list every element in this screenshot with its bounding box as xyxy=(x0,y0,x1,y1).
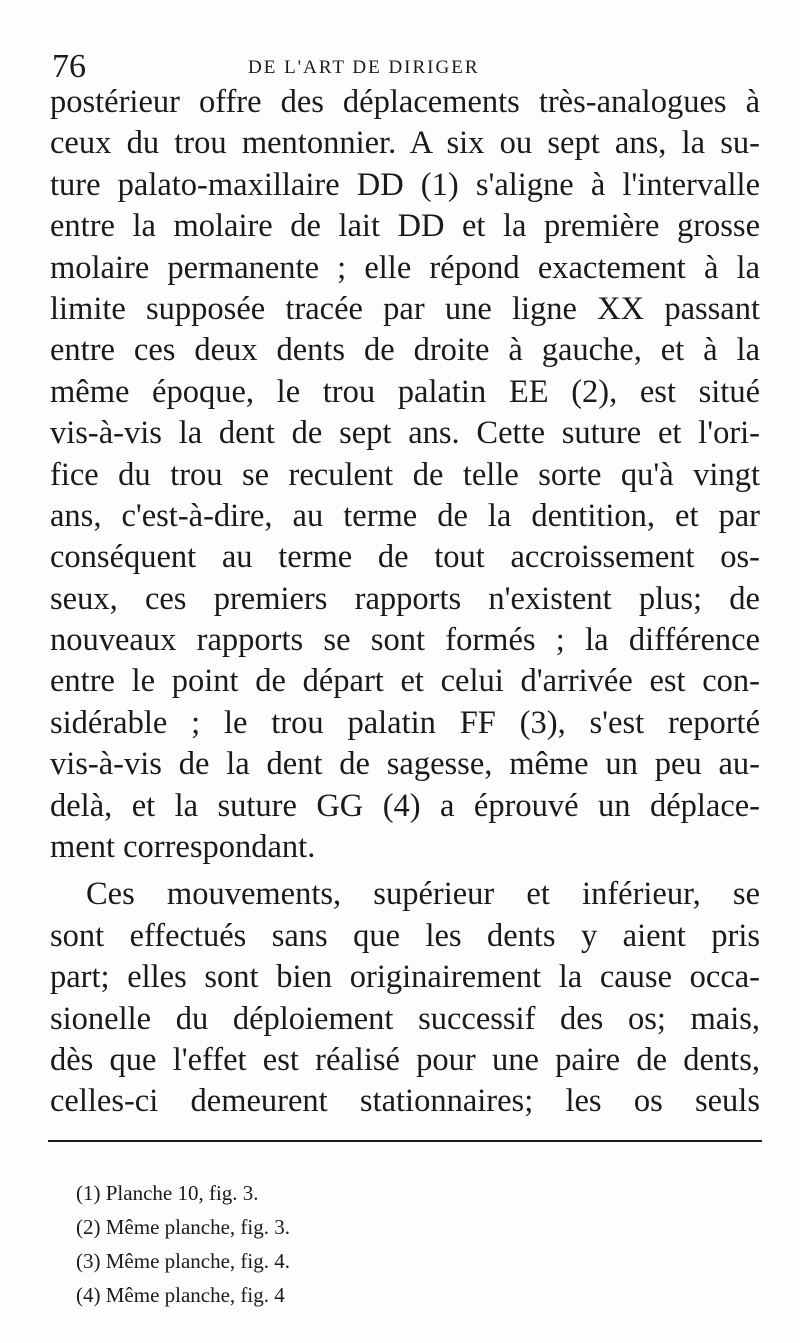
text-line: entre ces deux dents de droite à gauche, et à la xyxy=(50,332,760,369)
text-line: seux, ces premiers rapports n'existent plus; de xyxy=(50,580,760,617)
text-line: celles-ci demeurent stationnaires; les os seuls xyxy=(50,1083,760,1120)
text-line: même époque, le trou palatin EE (2), est situé xyxy=(50,373,760,410)
text-line: sidérable ; le trou palatin FF (3), s'est reporté xyxy=(50,704,760,741)
text-line: ceux du trou mentonnier. A six ou sept ans, la su- xyxy=(50,125,760,162)
text-line: entre la molaire de lait DD et la première grosse xyxy=(50,208,760,245)
text-line: Ces mouvements, supérieur et inférieur, se xyxy=(86,876,760,913)
footnotes xyxy=(76,1176,476,1312)
text-line: fice du trou se reculent de telle sorte qu'à vingt xyxy=(50,456,760,493)
text-line: vis-à-vis la dent de sept ans. Cette suture et l'ori- xyxy=(50,415,760,452)
footnote-4: (4) Même planche, fig. 4 xyxy=(76,1283,285,1307)
body-text xyxy=(50,82,760,1123)
text-line: ment correspondant. xyxy=(50,829,316,866)
text-line: limite supposée tracée par une ligne XX passant xyxy=(50,290,760,327)
footnote-3: (3) Même planche, fig. 4. xyxy=(76,1249,291,1273)
text-line: vis-à-vis de la dent de sagesse, même un peu au- xyxy=(50,746,760,783)
text-line: entre le point de départ et celui d'arrivée est con- xyxy=(50,663,760,700)
text-line: part; elles sont bien originairement la cause occa- xyxy=(50,959,760,996)
footnote-2: (2) Même planche, fig. 3. xyxy=(76,1215,291,1239)
paragraph-1 xyxy=(50,82,760,868)
text-line: sont effectués sans que les dents y aient pris xyxy=(50,917,760,954)
text-line: delà, et la suture GG (4) a éprouvé un déplace- xyxy=(50,787,760,824)
paragraph-2 xyxy=(50,874,760,1122)
running-head: DE L'ART DE DIRIGER xyxy=(248,57,480,78)
footnote-1: (1) Planche 10, fig. 3. xyxy=(76,1181,259,1205)
text-line: postérieur offre des déplacements très-analogues à xyxy=(50,84,760,120)
text-line: molaire permanente ; elle répond exactement à la xyxy=(50,249,760,286)
text-line: conséquent au terme de tout accroissement os- xyxy=(50,539,760,576)
text-line: sionelle du déploiement successif des os; mais, xyxy=(50,1000,760,1037)
footnote-divider xyxy=(48,1140,762,1142)
text-line: ans, c'est-à-dire, au terme de la dentition, et par xyxy=(50,497,760,534)
text-line: ture palato-maxillaire DD (1) s'aligne à l'intervalle xyxy=(50,166,760,203)
text-line: nouveaux rapports se sont formés ; la différence xyxy=(50,622,760,659)
text-line: dès que l'effet est réalisé pour une paire de dents, xyxy=(50,1041,760,1078)
page-number: 76 xyxy=(52,48,86,85)
